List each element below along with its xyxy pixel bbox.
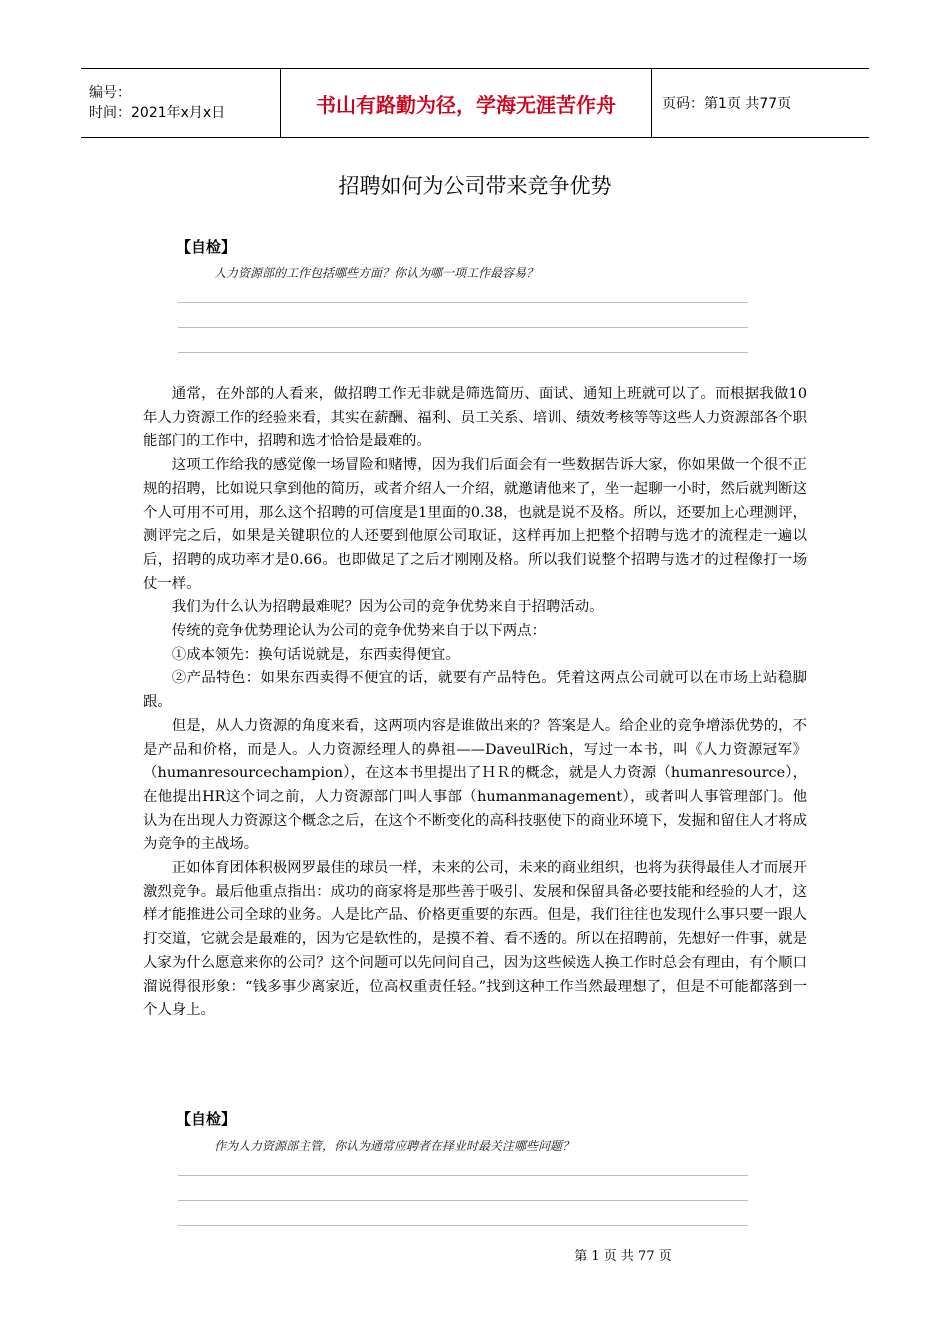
page-info-text: 页码：第1页 共77页 (662, 96, 792, 112)
document-date: 时间：2021年x月x日 (89, 105, 226, 121)
page-footer: 第 1 页 共 77 页 (574, 1249, 672, 1264)
answer-line[interactable] (178, 327, 748, 328)
paragraph: 我们为什么认为招聘最难呢？因为公司的竞争优势来自于招聘活动。 (171, 599, 604, 616)
motto-text: 书山有路勤为径，学海无涯苦作舟 (316, 92, 616, 117)
paragraph: 传统的竞争优势理论认为公司的竞争优势来自于以下两点： (171, 623, 546, 640)
answer-line[interactable] (178, 1200, 748, 1201)
self-check-label: 【自检】 (176, 1110, 237, 1128)
answer-line[interactable] (178, 1175, 748, 1176)
answer-line[interactable] (178, 352, 748, 353)
header-motto (281, 69, 652, 137)
paragraph: 正如体育团体积极网罗最佳的球员一样，未来的公司，未来的商业组织，也将为获得最佳人才而展开激烈竞争。最后他重点指出：成功的商家将是那些善于吸引、发展和保留具备必要技能和经验的人才，这样才能推进公司全球的业务。人是比产品、价格更重要的东西。但是，我们往往也发现什么事只要一跟人打交道，它就会是最难的，因为它是软性的，是摸不着、看不透的。所以在招聘前，先想好一件事，就是人家为什么愿意来你的公司？这个问题可以先问问自己，因为这些候选人换工作时总会有理由，有个顺口溜说得很形象：“钱多事少离家近，位高权重责任轻。”找到这种工作当然最理想了，但是不可能都落到一个人身上。 (143, 860, 807, 1019)
document-title: 招聘如何为公司带来竞争优势 (338, 174, 612, 198)
answer-line[interactable] (178, 302, 748, 303)
paragraph: 但是，从人力资源的角度来看，这两项内容是谁做出来的？答案是人。给企业的竞争增添优势的，不是产品和价格，而是人。人力资源经理人的鼻祖——DaveulRich，写过一本书，叫《人力资源冠军》（humanresourcechampion），在这本书里提出了ＨＲ的概念，就是人力资源（humanresource），在他提出HR这个词之前，人力资源部门叫人事部（humanmanagement），或者叫人事管理部门。他认为在出现人力资源这个概念之后，在这个不断变化的高科技驱使下的商业环境下，发掘和留住人才将成为竞争的主战场。 (143, 717, 807, 853)
self-check-question: 作为人力资源部主管，你认为通常应聘者在择业时最关注哪些问题？ (214, 1139, 575, 1153)
page-header (81, 68, 869, 138)
paragraph: ①成本领先：换句话说就是，东西卖得便宜。 (171, 646, 460, 663)
answer-line[interactable] (178, 1225, 748, 1226)
document-number-label: 编号： (89, 85, 131, 101)
paragraph: 这项工作给我的感觉像一场冒险和赌博，因为我们后面会有一些数据告诉大家，你如果做一个很不正规的招聘，比如说只拿到他的简历，或者介绍人一介绍，就邀请他来了，坐一起聊一小时，然后就判断这个人可用不可用，那么这个招聘的可信度是1里面的0.38，也就是说不及格。所以，还要加上心理测评，测评完之后，如果是关键职位的人还要到他原公司取证，这样再加上把整个招聘与选才的流程走一遍以后，招聘的成功率才是0.66。也即做足了之后才刚刚及格。所以我们说整个招聘与选才的过程像打一场仗一样。 (143, 457, 807, 592)
header-page-info (652, 69, 869, 137)
paragraph: ②产品特色：如果东西卖得不便宜的话，就要有产品特色。凭着这两点公司就可以在市场上站稳脚跟。 (143, 670, 807, 711)
article-body (143, 383, 807, 1023)
header-meta (81, 69, 281, 137)
self-check-label: 【自检】 (176, 238, 237, 256)
paragraph: 通常，在外部的人看来，做招聘工作无非就是筛选简历、面试、通知上班就可以了。而根据我做10年人力资源工作的经验来看，其实在薪酬、福利、员工关系、培训、绩效考核等等这些人力资源部各个职能部门的工作中，招聘和选才恰恰是最难的。 (143, 386, 807, 450)
self-check-question: 人力资源部的工作包括哪些方面？你认为哪一项工作最容易？ (214, 266, 539, 280)
